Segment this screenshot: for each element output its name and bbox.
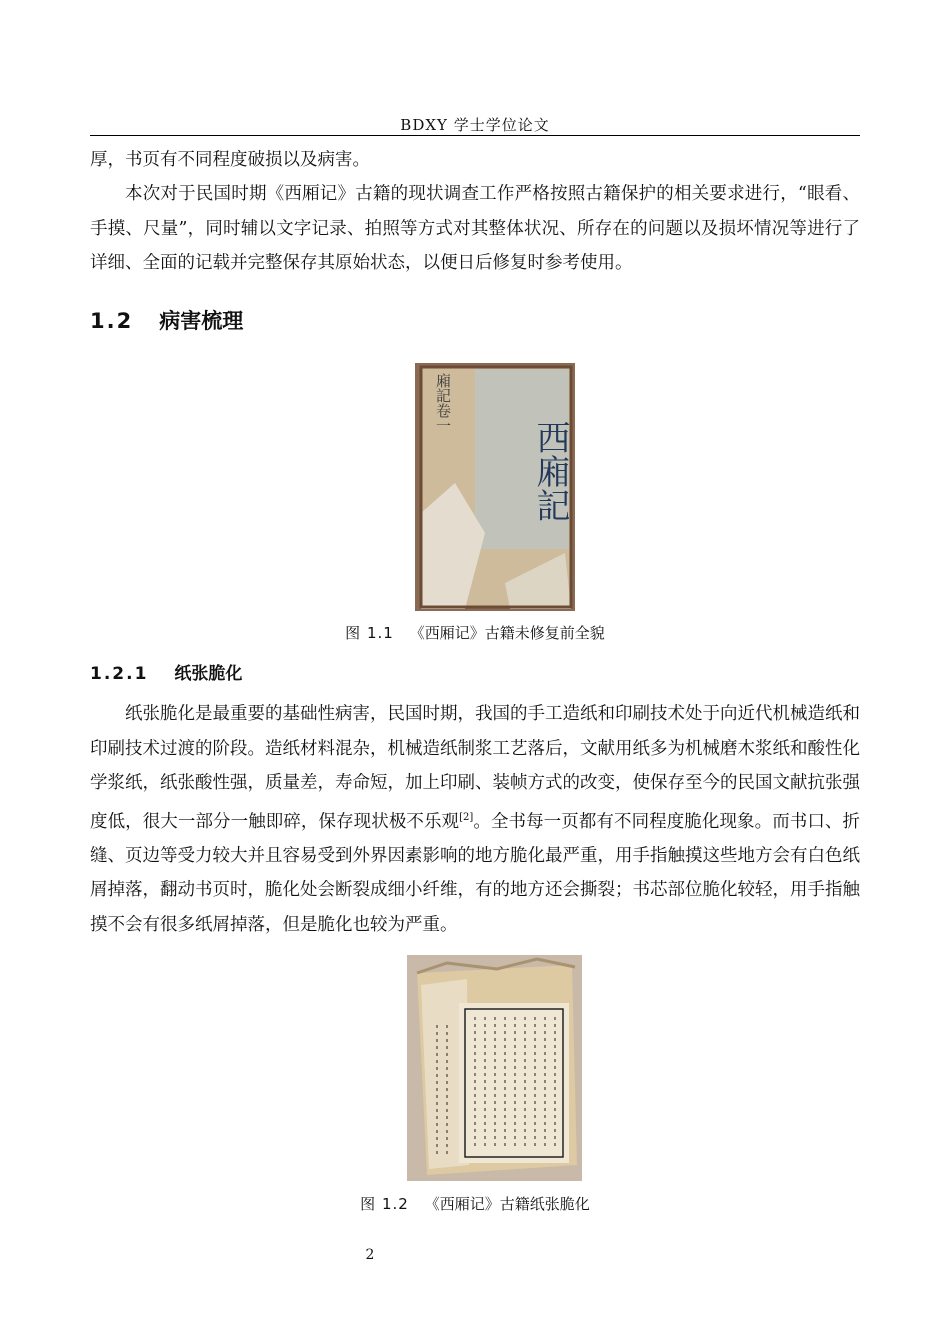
cover-calligraphy: 西廂記 <box>530 420 570 522</box>
book-cover-photo <box>415 363 575 611</box>
section-title: 病害梳理 <box>159 309 244 333</box>
figure-1-label: 图 1.1 <box>345 624 394 642</box>
figure-brittle-pages <box>407 955 582 1181</box>
paragraph-embrittlement-part2: 。全书每一页都有不同程度脆化现象。而书口、折缝、页边等受力较大并且容易受到外界因素影响的地方脆化最严重，用手指触摸这些地方会有白色纸屑掉落，翻动书页时，脆化处会断裂成细小纤维，有的地方还会撕裂；书芯部位脆化较轻，用手指触摸不会有很多纸屑掉落，但是脆化也较为严重。 <box>90 811 860 935</box>
figure-2-text: 《西厢记》古籍纸张脆化 <box>424 1195 590 1213</box>
citation-ref: [2] <box>459 811 474 823</box>
page-number: 2 <box>365 1247 375 1263</box>
subsection-number: 1.2.1 <box>90 664 149 684</box>
paragraph-investigation: 本次对于民国时期《西厢记》古籍的现状调查工作严格按照古籍保护的相关要求进行，“眼看、手摸、尺量”，同时辅以文字记录、拍照等方式对其整体状况、所存在的问题以及损坏情况等进行了详细、全面的记载并完整保存其原始状态，以便日后修复时参考使用。 <box>90 184 860 273</box>
section-heading <box>90 305 243 335</box>
paragraph-embrittlement-part1: 纸张脆化是最重要的基础性病害，民国时期，我国的手工造纸和印刷技术处于向近代机械造纸和印刷技术过渡的阶段。造纸材料混杂，机械造纸制浆工艺落后，文献用纸多为机械磨木浆纸和酸性化学浆纸，纸张酸性强，质量差，寿命短，加上印刷、装帧方式的改变，使保存至今的民国文献抗张强度低，很大一部分一触即碎，保存现状极不乐观 <box>90 704 860 832</box>
running-header: BDXY 学士学位论文 <box>400 116 550 134</box>
paragraph-embrittlement <box>90 697 860 942</box>
paragraph-continued: 厚，书页有不同程度破损以及病害。 <box>90 150 370 170</box>
figure-2-label: 图 1.2 <box>360 1195 409 1213</box>
subsection-heading <box>90 659 242 684</box>
figure-2-caption <box>90 1193 860 1214</box>
figure-1-caption <box>90 622 860 643</box>
figure-1-text: 《西厢记》古籍未修复前全貌 <box>409 624 605 642</box>
header-rule <box>90 135 860 136</box>
cover-side-title: 廂記卷一 <box>434 373 452 433</box>
figure-book-cover <box>415 363 575 611</box>
section-number: 1.2 <box>90 309 134 333</box>
brittle-pages-photo <box>407 955 582 1181</box>
subsection-title: 纸张脆化 <box>174 664 243 684</box>
